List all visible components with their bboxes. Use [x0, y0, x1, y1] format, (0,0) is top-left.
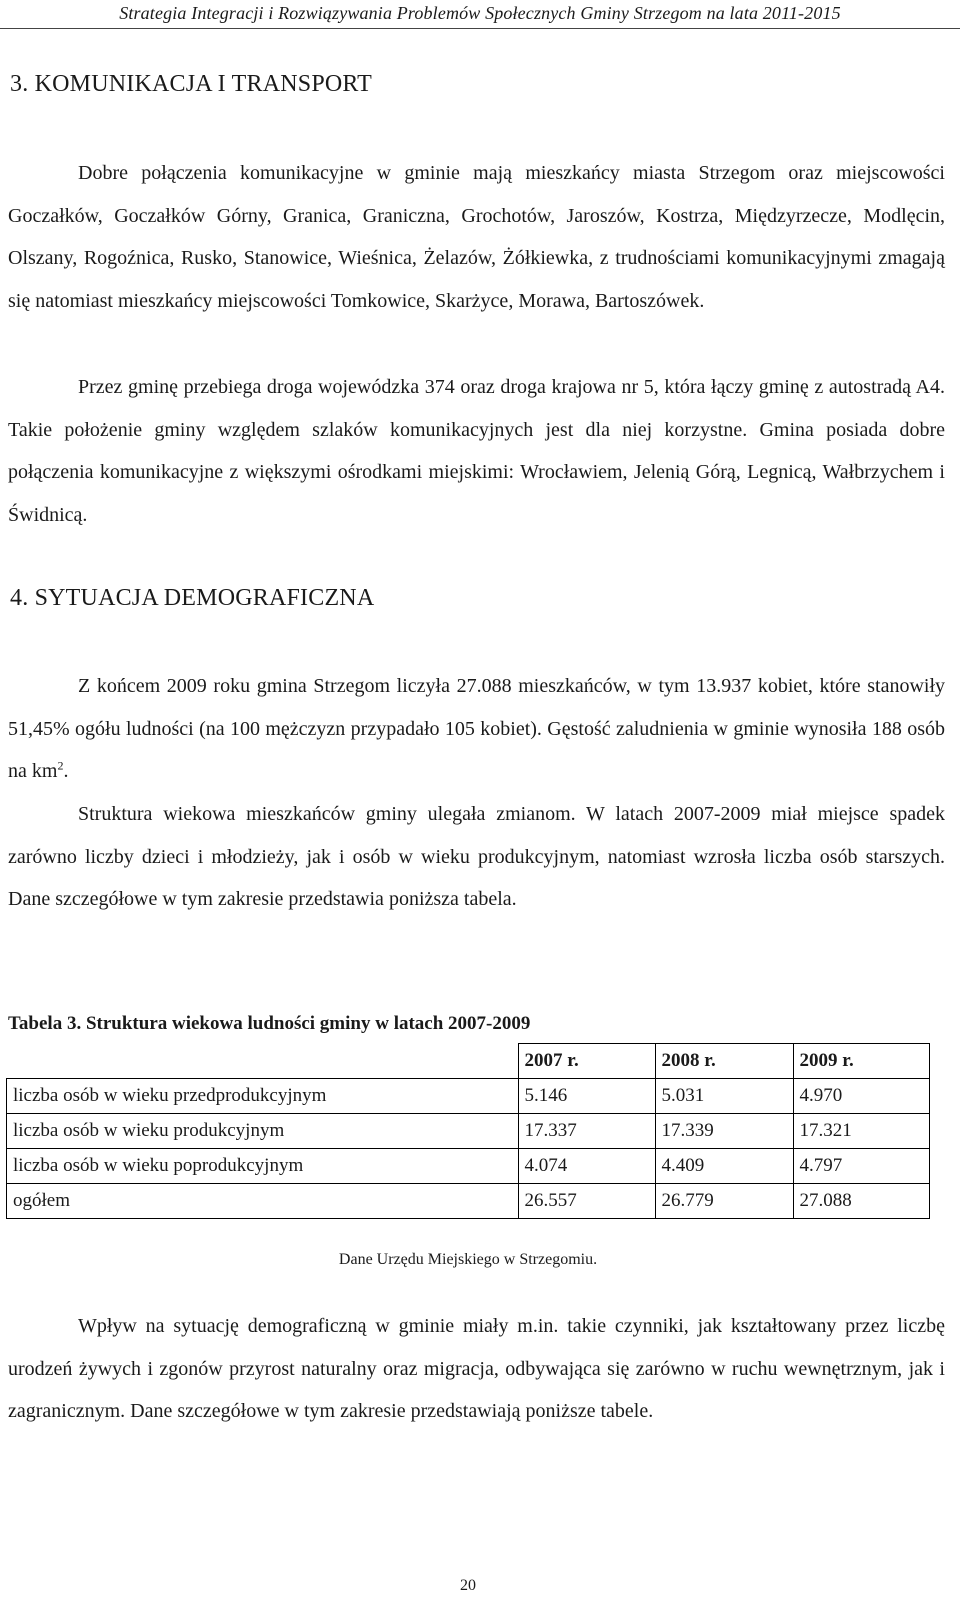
superscript-2: 2	[57, 758, 64, 773]
table-cell: 17.339	[655, 1114, 793, 1149]
table-cell: 4.074	[518, 1149, 655, 1184]
section-3-paragraph-2	[8, 366, 945, 536]
page-number: 20	[460, 1577, 476, 1594]
table-row	[7, 1114, 930, 1149]
age-structure-table	[6, 1043, 930, 1219]
section-4-paragraph-1-end: .	[63, 760, 69, 782]
section-4-paragraph-3	[8, 1305, 945, 1433]
table-cell: 17.337	[518, 1114, 655, 1149]
table-cell: 4.797	[793, 1149, 929, 1184]
table-cell: 5.146	[518, 1079, 655, 1114]
table-cell: 26.779	[655, 1184, 793, 1219]
table-header-2009: 2009 r.	[793, 1044, 929, 1079]
table-row	[7, 1149, 930, 1184]
section-4-heading: 4. SYTUACJA DEMOGRAFICZNA	[10, 585, 375, 611]
table-row-label: liczba osób w wieku poprodukcyjnym	[7, 1149, 519, 1184]
table-cell: 27.088	[793, 1184, 929, 1219]
table-row-label: liczba osób w wieku przedprodukcyjnym	[7, 1079, 519, 1114]
header-rule	[0, 28, 960, 29]
table-row	[7, 1079, 930, 1114]
table-header-2008: 2008 r.	[655, 1044, 793, 1079]
table-caption: Tabela 3. Struktura wiekowa ludności gminy w latach 2007-2009	[8, 1013, 531, 1034]
section-3-heading: 3. KOMUNIKACJA I TRANSPORT	[10, 71, 373, 97]
table-cell: 4.970	[793, 1079, 929, 1114]
section-4-paragraph-3-text: Wpływ na sytuację demograficzną w gminie miały m.in. takie czynniki, jak kształtowany przez liczbę urodzeń żywych i zgonów przyrost naturalny oraz migracja, odbywająca się zarówno w ruchu wewnętrznym, jak i zagranicznym. Dane szczegółowe w tym zakresie przedstawiają poniższe tabele.	[8, 1315, 945, 1422]
table-header-row	[7, 1044, 930, 1079]
section-4-paragraph-1-text: Z końcem 2009 roku gmina Strzegom liczyła 27.088 mieszkańców, w tym 13.937 kobiet, które stanowiły 51,45% ogółu ludności (na 100 mężczyzn przypadało 105 kobiet). Gęstość zaludnienia w gminie wynosiła 188 osób na km	[8, 675, 945, 782]
section-3-paragraph-2-text: Przez gminę przebiega droga wojewódzka 374 oraz droga krajowa nr 5, która łączy gminę z autostradą A4. Takie położenie gminy względem szlaków komunikacyjnych jest dla niej korzystne. Gmina posiada dobre połączenia komunikacyjne z większymi ośrodkami miejskimi: Wrocławiem, Jelenią Górą, Legnicą, Wałbrzychem i Świdnicą.	[8, 376, 945, 526]
section-4-paragraph-2-text: Struktura wiekowa mieszkańców gminy ulegała zmianom. W latach 2007-2009 miał miejsce spadek zarówno liczby dzieci i młodzieży, jak i osób w wieku produkcyjnym, natomiast wzrosła liczba osób starszych. Dane szczegółowe w tym zakresie przedstawia poniższa tabela.	[8, 803, 945, 910]
section-4-paragraph-1	[8, 665, 945, 793]
running-header: Strategia Integracji i Rozwiązywania Problemów Społecznych Gminy Strzegom na lata 2011-2015	[119, 3, 841, 23]
table-cell: 26.557	[518, 1184, 655, 1219]
table-cell: 5.031	[655, 1079, 793, 1114]
table-row-label: ogółem	[7, 1184, 519, 1219]
table-row-label: liczba osób w wieku produkcyjnym	[7, 1114, 519, 1149]
table-cell: 17.321	[793, 1114, 929, 1149]
table-cell: 4.409	[655, 1149, 793, 1184]
table-header-corner	[7, 1044, 519, 1079]
section-3-paragraph-1	[8, 152, 945, 322]
table-source-note: Dane Urzędu Miejskiego w Strzegomiu.	[338, 1251, 598, 1268]
section-4-paragraph-2	[8, 793, 945, 921]
table-row	[7, 1184, 930, 1219]
table-header-2007: 2007 r.	[518, 1044, 655, 1079]
section-3-paragraph-1-text: Dobre połączenia komunikacyjne w gminie mają mieszkańcy miasta Strzegom oraz miejscowości Goczałków, Goczałków Górny, Granica, Graniczna, Grochotów, Jaroszów, Kostrza, Międzyrzecze, Modlęcin, Olszany, Rogoźnica, Rusko, Stanowice, Wieśnica, Żelazów, Żółkiewka, z trudnościami komunikacyjnymi zmagają się natomiast mieszkańcy miejscowości Tomkowice, Skarżyce, Morawa, Bartoszówek.	[8, 162, 945, 312]
